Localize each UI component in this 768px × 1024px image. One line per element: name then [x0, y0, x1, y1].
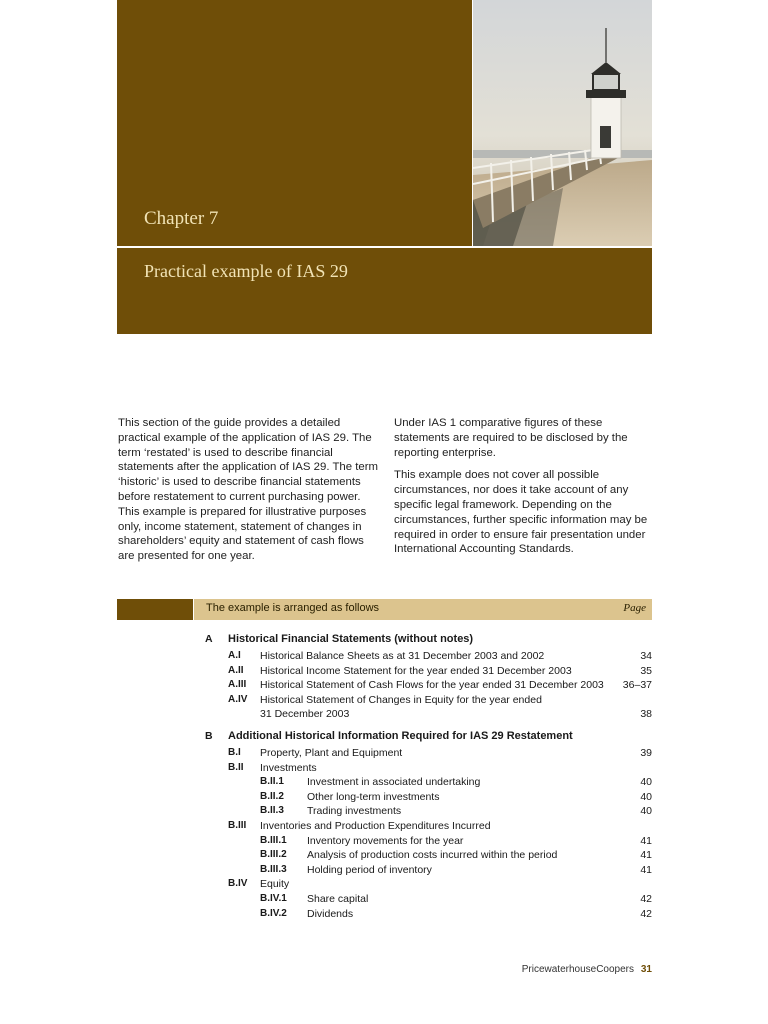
lighthouse-photo	[473, 0, 652, 246]
page-title: Practical example of IAS 29	[144, 261, 348, 281]
entry-page: 39	[640, 746, 652, 759]
section-title: Historical Financial Statements (without notes)	[228, 633, 474, 645]
footer-page-number: 31	[640, 964, 652, 975]
subentry-text: Other long-term investments	[307, 790, 440, 803]
subentry-code: B.III.3	[260, 863, 287, 875]
subentry-code: B.II.1	[260, 776, 284, 788]
entry-code: B.III	[228, 819, 247, 831]
toc-entry-continued[interactable]	[0, 708, 768, 723]
toc-subentry[interactable]	[0, 776, 768, 791]
entry-text: Investments	[260, 761, 317, 774]
section-letter: B	[205, 729, 213, 742]
toc-entry[interactable]	[0, 878, 768, 893]
intro-paragraph: Under IAS 1 comparative figures of these statements are required to be disclosed by the reporting enterprise.	[394, 417, 628, 459]
entry-page: 38	[640, 708, 652, 721]
entry-text: Equity	[260, 878, 290, 891]
entry-code: A.IV	[228, 693, 248, 705]
page-column-header: Page	[623, 602, 646, 614]
entry-page: 36–37	[622, 679, 652, 692]
toc-subentry[interactable]	[0, 805, 768, 820]
arrangement-title: The example is arranged as follows	[206, 602, 380, 614]
entry-page: 42	[640, 892, 652, 905]
toc-entry[interactable]	[0, 694, 768, 709]
entry-page: 41	[640, 863, 652, 876]
entry-text: Historical Income Statement for the year ended 31 December 2003	[260, 664, 572, 677]
subentry-code: B.II.3	[260, 805, 284, 817]
entry-text: Property, Plant and Equipment	[260, 746, 403, 759]
toc-entry[interactable]	[0, 747, 768, 762]
subentry-code: B.III.2	[260, 849, 287, 861]
intro-paragraph: This example does not cover all possible circumstances, nor does it take account of any specific legal framework. Depending on the circumstances, further specific information may be required in order to ensure fair presentation under International Accounting Standards.	[394, 469, 648, 556]
subentry-text: Investment in associated undertaking	[307, 776, 481, 789]
entry-page: 35	[640, 664, 652, 677]
section-letter: A	[205, 633, 213, 645]
entry-text: 31 December 2003	[260, 708, 350, 721]
entry-text: Historical Statement of Changes in Equity for the year ended	[260, 693, 542, 706]
entry-code: A.III	[228, 679, 247, 691]
toc-subentry[interactable]	[0, 893, 768, 908]
subentry-code: B.IV.2	[260, 907, 287, 919]
entry-code: A.I	[228, 650, 241, 661]
entry-code: A.II	[228, 664, 244, 676]
intro-right-column	[394, 416, 656, 565]
subentry-text: Share capital	[307, 892, 369, 905]
toc-section-b	[0, 730, 768, 747]
toc-entry[interactable]	[0, 762, 768, 777]
intro-paragraph: This section of the guide provides a detailed practical example of the application of IAS 29. The term ‘restated’ is used to describe financial statements after the application of IAS 29. The term ‘historic’ is used to describe financial statements before restatement to current purchasing power. This example is prepared for illustrative purposes only, income statement, statement of changes in shareholders’ equity and statement of cash flows are presented for one year.	[118, 417, 379, 563]
subentry-text: Dividends	[307, 907, 354, 920]
toc-entry[interactable]	[0, 665, 768, 680]
entry-page: 34	[640, 650, 652, 662]
entry-page: 41	[640, 849, 652, 862]
subentry-text: Analysis of production costs incurred within the period	[307, 849, 558, 862]
entry-text: Inventories and Production Expenditures Incurred	[260, 819, 491, 832]
toc-subentry[interactable]	[0, 908, 768, 923]
toc-entry[interactable]	[0, 820, 768, 835]
subentry-text: Trading investments	[307, 805, 402, 818]
toc-entry[interactable]	[0, 679, 768, 694]
entry-page: 40	[640, 776, 652, 789]
subentry-code: B.III.1	[260, 834, 287, 846]
entry-code: B.II	[228, 761, 244, 773]
section-title: Additional Historical Information Required for IAS 29 Restatement	[228, 729, 573, 742]
footer-company: PricewaterhouseCoopers	[521, 964, 634, 975]
subentry-text: Inventory movements for the year	[307, 834, 464, 847]
entry-page: 40	[640, 790, 652, 803]
table-of-contents	[0, 632, 768, 922]
entry-text: Historical Statement of Cash Flows for the year ended 31 December 2003	[260, 679, 604, 692]
entry-text: Historical Balance Sheets as at 31 December 2003 and 2002	[260, 650, 545, 662]
entry-page: 41	[640, 834, 652, 847]
toc-section-a	[0, 633, 768, 650]
intro-left-column	[118, 416, 380, 572]
entry-code: B.I	[228, 746, 241, 758]
toc-subentry[interactable]	[0, 849, 768, 864]
entry-code: B.IV	[228, 878, 248, 890]
subentry-text: Holding period of inventory	[307, 863, 432, 876]
chapter-label: Chapter 7	[144, 208, 219, 229]
toc-subentry[interactable]	[0, 791, 768, 806]
toc-subentry[interactable]	[0, 835, 768, 850]
subentry-code: B.IV.1	[260, 892, 287, 904]
entry-page: 42	[640, 907, 652, 920]
arrangement-bar-accent	[117, 599, 193, 620]
entry-page: 40	[640, 805, 652, 818]
subentry-code: B.II.2	[260, 790, 284, 802]
toc-entry[interactable]	[0, 650, 768, 665]
toc-subentry[interactable]	[0, 864, 768, 879]
